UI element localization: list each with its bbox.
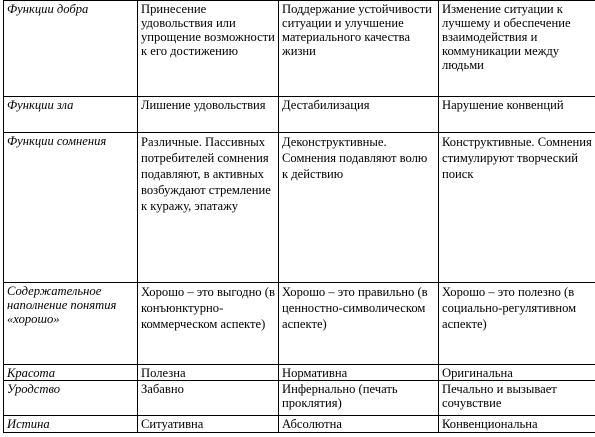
table-row [4, 283, 595, 365]
table-cell: Поддержание устойчивости ситуации и улучшение материального качества жизни [279, 1, 439, 97]
table-cell: Нормативна [279, 365, 439, 381]
row-label-good-meaning: Содержательное наполнение понятия «хорошо» [4, 283, 138, 365]
table-cell: Печально и вызывает сочувствие [439, 381, 595, 416]
table-cell: Различные. Пассивных потребителей сомнения подавляют, в активных возбуждают стремление к куражу, эпатажу [138, 133, 279, 283]
table-cell: Деконструктивные. Сомнения подавляют волю к действию [279, 133, 439, 283]
table-cell: Изменение ситуации к лучшему и обеспечение взаимодействия и коммуникации между людьми [439, 1, 595, 97]
row-label-evil-functions: Функции зла [4, 97, 138, 133]
row-label-ugliness: Уродство [4, 381, 138, 416]
comparison-table [3, 0, 595, 433]
table-row [4, 1, 595, 97]
table-cell: Лишение удовольствия [138, 97, 279, 133]
table-row [4, 381, 595, 416]
row-label-doubt-functions: Функции сомнения [4, 133, 138, 283]
table-row [4, 97, 595, 133]
table-row [4, 365, 595, 381]
row-label-truth: Истина [4, 416, 138, 433]
table-cell: Абсолютна [279, 416, 439, 433]
table-cell: Хорошо – это полезно (в социально-регулятивном аспекте) [439, 283, 595, 365]
table-cell: Хорошо – это выгодно (в конъюнктурно-коммерческом аспекте) [138, 283, 279, 365]
row-label-beauty: Красота [4, 365, 138, 381]
table-cell: Принесение удовольствия или упрощение возможности к его достижению [138, 1, 279, 97]
table-row [4, 133, 595, 283]
table-cell: Оригинальна [439, 365, 595, 381]
table-cell: Конструктивные. Сомнения стимулируют творческий поиск [439, 133, 595, 283]
table-cell: Дестабилизация [279, 97, 439, 133]
table-cell: Забавно [138, 381, 279, 416]
table-cell: Инфернально (печать проклятия) [279, 381, 439, 416]
table-row [4, 416, 595, 433]
table-cell: Полезна [138, 365, 279, 381]
table-cell: Ситуативна [138, 416, 279, 433]
table-cell: Хорошо – это правильно (в ценностно-символическом аспекте) [279, 283, 439, 365]
row-label-good-functions: Функции добра [4, 1, 138, 97]
table-cell: Конвенциональна [439, 416, 595, 433]
table-cell: Нарушение конвенций [439, 97, 595, 133]
